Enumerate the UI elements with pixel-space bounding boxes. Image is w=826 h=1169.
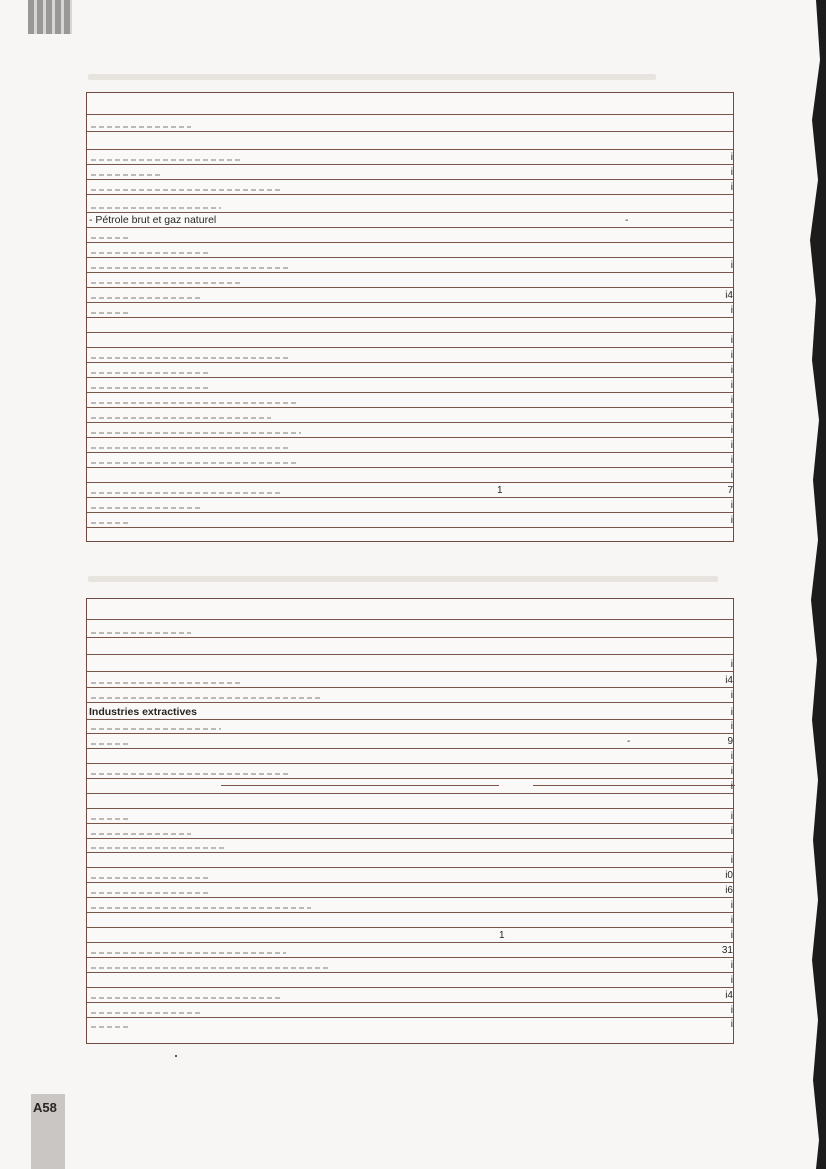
table-row	[87, 1002, 733, 1018]
divider	[533, 785, 735, 786]
table-row	[87, 179, 733, 195]
table-row	[87, 212, 733, 228]
faded-text	[91, 967, 331, 969]
divider	[221, 785, 499, 786]
table-row	[87, 317, 733, 333]
edge-value: i	[730, 335, 733, 346]
cell-value: 1	[499, 930, 505, 941]
page-number: A58	[33, 1100, 57, 1115]
faded-table1-title	[88, 74, 656, 80]
table-row	[87, 927, 733, 943]
faded-text	[91, 507, 201, 509]
table-row	[87, 272, 733, 288]
faded-text	[91, 492, 281, 494]
faded-text	[91, 159, 241, 161]
table-row	[87, 164, 733, 180]
table-row	[87, 347, 733, 363]
table-row	[87, 227, 733, 243]
edge-value: i	[730, 182, 733, 193]
faded-text	[91, 997, 281, 999]
edge-value: i	[730, 826, 733, 837]
faded-text	[91, 892, 211, 894]
edge-value: i	[730, 781, 733, 792]
table-row	[87, 687, 733, 703]
edge-value: i	[730, 751, 733, 762]
edge-value: 31	[721, 945, 733, 956]
faded-text	[91, 237, 131, 239]
dash-value: -	[625, 215, 629, 226]
faded-text	[91, 462, 296, 464]
edge-value: i	[730, 167, 733, 178]
faded-text	[91, 847, 226, 849]
faded-text	[91, 522, 131, 524]
table-row	[87, 838, 733, 853]
faded-text	[91, 728, 221, 730]
dash-value: -	[729, 215, 733, 226]
faded-table2-title	[88, 576, 718, 582]
edge-value: 9	[727, 736, 733, 747]
faded-text	[91, 189, 281, 191]
faded-text	[91, 267, 291, 269]
faded-text	[91, 697, 321, 699]
dash-value: -	[627, 736, 631, 747]
faded-text	[91, 207, 221, 209]
edge-value: i	[730, 1019, 733, 1030]
edge-value: i	[730, 915, 733, 926]
table-row	[87, 942, 733, 958]
faded-text	[91, 1026, 131, 1028]
faded-text	[91, 682, 241, 684]
table-row	[87, 497, 733, 513]
table-row	[87, 362, 733, 378]
table-row	[87, 987, 733, 1003]
table-row	[87, 793, 733, 809]
edge-value: i	[730, 455, 733, 466]
edge-value: i4	[725, 290, 733, 301]
table-row	[87, 852, 733, 868]
table-row	[87, 654, 733, 672]
edge-value: i	[730, 410, 733, 421]
edge-value: i4	[725, 675, 733, 686]
table-row	[87, 763, 733, 779]
table-row	[87, 467, 733, 483]
faded-text	[91, 773, 291, 775]
edge-value: i	[730, 766, 733, 777]
table-row	[87, 808, 733, 824]
speck	[175, 1055, 177, 1057]
edge-value: i	[730, 260, 733, 271]
faded-text	[91, 417, 271, 419]
table-row	[87, 149, 733, 165]
table-row	[87, 671, 733, 688]
table-row	[87, 527, 733, 541]
table-row	[87, 302, 733, 318]
edge-value: i	[730, 350, 733, 361]
edge-value: 7	[727, 485, 733, 496]
table-row	[87, 897, 733, 913]
edge-value: i	[730, 365, 733, 376]
faded-text	[91, 447, 291, 449]
edge-value: i	[730, 707, 733, 718]
row-label: - Pétrole brut et gaz naturel	[89, 214, 217, 226]
faded-text	[91, 432, 301, 434]
cell-value: 1	[497, 485, 503, 496]
faded-text	[91, 357, 291, 359]
faded-text	[91, 952, 286, 954]
scan-corner-mark	[28, 0, 72, 34]
table-row	[87, 242, 733, 258]
faded-text	[91, 297, 201, 299]
table-row	[87, 867, 733, 883]
edge-value: i	[730, 721, 733, 732]
edge-value: i	[730, 900, 733, 911]
edge-value: i	[730, 855, 733, 866]
faded-text	[91, 252, 211, 254]
table-row	[87, 748, 733, 764]
table-row	[87, 287, 733, 303]
faded-text	[91, 372, 211, 374]
faded-text	[91, 833, 191, 835]
faded-text	[91, 174, 161, 176]
table-1	[86, 92, 734, 542]
edge-value: i	[730, 930, 733, 941]
edge-value: i	[730, 500, 733, 511]
table-row	[87, 332, 733, 348]
edge-value: i	[730, 305, 733, 316]
edge-value: i	[730, 659, 733, 670]
table-row	[87, 377, 733, 393]
row-label: Industries extractives	[89, 706, 197, 718]
table-row	[87, 719, 733, 734]
edge-value: i	[730, 811, 733, 822]
table-row	[87, 257, 733, 273]
edge-value: i4	[725, 990, 733, 1001]
edge-value: i	[730, 380, 733, 391]
table-row	[87, 194, 733, 213]
table-row	[87, 823, 733, 839]
table-row	[87, 1017, 733, 1031]
faded-text	[91, 126, 191, 128]
edge-value: i	[730, 425, 733, 436]
faded-text	[91, 743, 131, 745]
edge-value: i	[730, 1005, 733, 1016]
edge-value: i	[730, 960, 733, 971]
table-row	[87, 619, 733, 638]
table-row	[87, 407, 733, 423]
edge-value: i	[730, 152, 733, 163]
edge-value: i	[730, 690, 733, 701]
faded-text	[91, 877, 211, 879]
table-row	[87, 114, 733, 132]
faded-text	[91, 632, 191, 634]
table-row	[87, 599, 733, 620]
table-row	[87, 482, 733, 498]
table-row	[87, 437, 733, 453]
table-row	[87, 637, 733, 655]
table-row	[87, 452, 733, 468]
table-2	[86, 598, 734, 1044]
faded-text	[91, 1012, 201, 1014]
table-row	[87, 702, 733, 720]
table-row	[87, 733, 733, 749]
faded-text	[91, 282, 241, 284]
table-row	[87, 972, 733, 988]
table-row	[87, 131, 733, 150]
edge-value: i	[730, 470, 733, 481]
table-row	[87, 957, 733, 973]
edge-value: i6	[725, 885, 733, 896]
faded-text	[91, 402, 296, 404]
edge-value: i	[730, 515, 733, 526]
table-row	[87, 93, 733, 115]
edge-value: i	[730, 975, 733, 986]
faded-text	[91, 818, 131, 820]
table-row	[87, 392, 733, 408]
table-row	[87, 882, 733, 898]
edge-value: i	[730, 395, 733, 406]
faded-text	[91, 312, 131, 314]
edge-value: i	[730, 440, 733, 451]
table-row	[87, 778, 733, 794]
edge-value: i0	[725, 870, 733, 881]
table-row	[87, 912, 733, 928]
table-row	[87, 422, 733, 438]
table-row	[87, 512, 733, 528]
faded-text	[91, 907, 311, 909]
faded-text	[91, 387, 211, 389]
